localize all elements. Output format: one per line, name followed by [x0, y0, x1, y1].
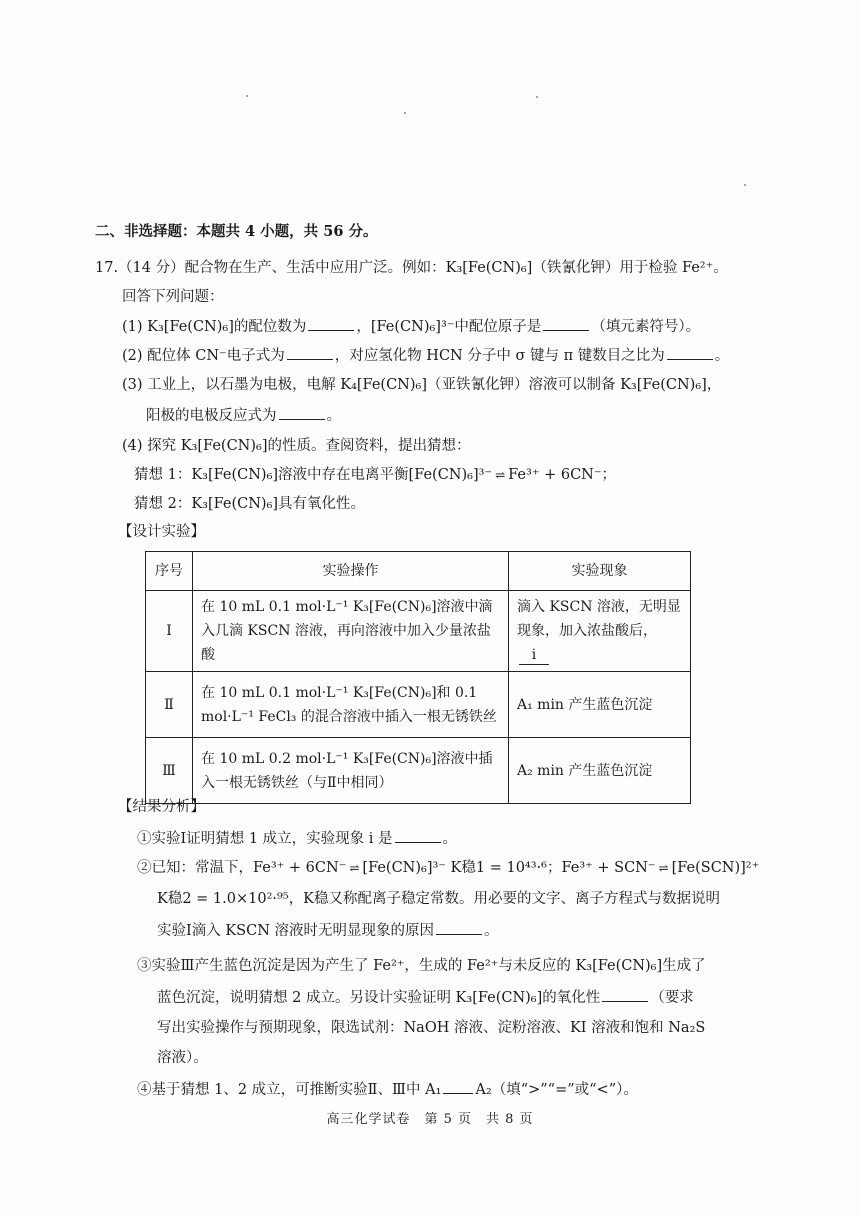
analysis-3-text-b: （要求	[650, 990, 694, 1006]
sub-question-1-text-c: （填元素符号）。	[591, 319, 701, 335]
scan-speck	[404, 112, 406, 114]
analysis-1-end: 。	[442, 831, 458, 847]
row-operation: 在 10 mL 0.1 mol·L⁻¹ K₃[Fe(CN)₆]溶液中滴入几滴 KSCN 溶液，再向溶液中加入少量浓盐酸	[193, 591, 509, 672]
equilibrium-arrow-icon: ⇌	[495, 468, 506, 482]
analysis-3-line4: 溶液）。	[157, 1050, 208, 1066]
analysis-2-eq1-right: [Fe(CN)₆]³⁻ K稳1 = 10⁴³·⁶；Fe³⁺ + SCN⁻	[362, 860, 656, 876]
answer-blank-i[interactable]: i	[519, 646, 549, 665]
analysis-3-text: 蓝色沉淀，说明猜想 2 成立。另设计实验证明 K₃[Fe(CN)₆]的氧化性	[157, 990, 601, 1006]
equilibrium-arrow-icon: ⇌	[349, 861, 360, 875]
table-row	[146, 672, 691, 738]
table-header-row	[146, 552, 691, 591]
analysis-2-line3	[157, 920, 499, 941]
sub-question-2-text-c: 。	[714, 348, 730, 364]
row-index: Ⅱ	[146, 672, 193, 738]
sub-question-3-line1: (3) 工业上，以石墨为电极，电解 K₄[Fe(CN)₆]（亚铁氰化钾）溶液可以制备 K₃[Fe(CN)₆]，	[122, 377, 722, 393]
answer-blank[interactable]	[395, 828, 441, 843]
analysis-4-text-b: A₂（填“>”“=”或“<”）。	[475, 1082, 638, 1098]
row-phenomenon: A₂ min 产生蓝色沉淀	[509, 738, 691, 804]
sub-question-2-text: (2) 配位体 CN⁻电子式为	[122, 348, 285, 364]
row-operation: 在 10 mL 0.2 mol·L⁻¹ K₃[Fe(CN)₆]溶液中插入一根无锈铁丝（与Ⅱ中相同）	[193, 738, 509, 804]
answer-blank[interactable]	[443, 1079, 473, 1094]
equilibrium-arrow-icon: ⇌	[658, 861, 669, 875]
hypothesis-2: 猜想 2：K₃[Fe(CN)₆]具有氧化性。	[134, 496, 366, 512]
header-phenomenon: 实验现象	[509, 552, 691, 591]
answer-blank[interactable]	[436, 920, 482, 935]
page-footer: 高三化学试卷 第 5 页 共 8 页	[326, 1112, 534, 1127]
sub-question-1-text: (1) K₃[Fe(CN)₆]的配位数为	[122, 319, 307, 335]
analysis-3-line1: ③实验Ⅲ产生蓝色沉淀是因为产生了 Fe²⁺，生成的 Fe²⁺与未反应的 K₃[Fe(CN)₆]生成了	[137, 958, 706, 974]
section-heading: 二、非选择题：本题共 4 小题，共 56 分。	[95, 223, 378, 240]
analysis-2-line2: K稳2 = 1.0×10²·⁹⁵，K稳又称配离子稳定常数。用必要的文字、离子方程式与数据说明	[157, 891, 720, 907]
analysis-3-line3: 写出实验操作与预期现象，限选试剂：NaOH 溶液、淀粉溶液、KI 溶液和饱和 Na₂S	[157, 1020, 706, 1036]
analysis-2-end: 。	[484, 923, 499, 939]
analysis-2-eq1-left: ②已知：常温下，Fe³⁺ + 6CN⁻	[137, 860, 347, 876]
analysis-4	[137, 1079, 638, 1100]
answer-blank[interactable]	[602, 987, 648, 1002]
hypothesis-1-products: Fe³⁺ + 6CN⁻；	[508, 467, 616, 483]
answer-blank[interactable]	[543, 316, 589, 331]
scan-speck	[536, 96, 538, 98]
question-17-intro: 17.（14 分）配合物在生产、生活中应用广泛。例如：K₃[Fe(CN)₆]（铁氰化钾）用于检验 Fe²⁺。	[95, 260, 728, 276]
analysis-heading: 【结果分析】	[118, 799, 205, 815]
question-17-prompt: 回答下列问题：	[122, 289, 224, 305]
analysis-1-text: ①实验Ⅰ证明猜想 1 成立，实验现象 i 是	[137, 831, 393, 847]
analysis-2-eq2-right: [Fe(SCN)]²⁺	[671, 860, 760, 876]
sub-question-3-text: 阳极的电极反应式为	[146, 408, 277, 424]
sub-question-2	[122, 345, 729, 366]
design-heading: 【设计实验】	[118, 524, 205, 540]
row-index: Ⅲ	[146, 738, 193, 804]
analysis-2-text: 实验Ⅰ滴入 KSCN 溶液时无明显现象的原因	[157, 923, 434, 939]
row-index: Ⅰ	[146, 591, 193, 672]
header-operation: 实验操作	[193, 552, 509, 591]
answer-blank[interactable]	[308, 316, 354, 331]
analysis-3-line2	[157, 987, 694, 1008]
table-row	[146, 591, 691, 672]
experiment-table	[145, 551, 691, 804]
analysis-4-text: ④基于猜想 1、2 成立，可推断实验Ⅱ、Ⅲ中 A₁	[137, 1082, 442, 1098]
analysis-2-line1	[137, 858, 759, 878]
row-phenomenon	[509, 591, 691, 672]
answer-blank[interactable]	[667, 345, 713, 360]
sub-question-1	[122, 316, 700, 337]
analysis-1	[137, 828, 457, 849]
sub-question-3-line2	[146, 405, 341, 426]
scan-speck	[744, 184, 746, 186]
row-operation: 在 10 mL 0.1 mol·L⁻¹ K₃[Fe(CN)₆]和 0.1 mol·L⁻¹ FeCl₃ 的混合溶液中插入一根无锈铁丝	[193, 672, 509, 738]
sub-question-4: (4) 探究 K₃[Fe(CN)₆]的性质。查阅资料，提出猜想：	[122, 438, 471, 454]
sub-question-3-text-c: 。	[326, 408, 341, 424]
row-phenomenon-text: 滴入 KSCN 溶液，无明显现象，加入浓盐酸后，	[517, 599, 681, 639]
header-index: 序号	[146, 552, 193, 591]
row-phenomenon: A₁ min 产生蓝色沉淀	[509, 672, 691, 738]
answer-blank[interactable]	[279, 405, 325, 420]
hypothesis-1-text: 猜想 1：K₃[Fe(CN)₆]溶液中存在电离平衡[Fe(CN)₆]³⁻	[134, 467, 493, 483]
scan-speck	[246, 95, 248, 97]
sub-question-2-text-b: ，对应氢化物 HCN 分子中 σ 键与 π 键数目之比为	[334, 348, 665, 364]
hypothesis-1	[134, 465, 616, 485]
sub-question-1-text-b: ，[Fe(CN)₆]³⁻中配位原子是	[356, 319, 542, 335]
table-row	[146, 738, 691, 804]
answer-blank[interactable]	[287, 345, 333, 360]
